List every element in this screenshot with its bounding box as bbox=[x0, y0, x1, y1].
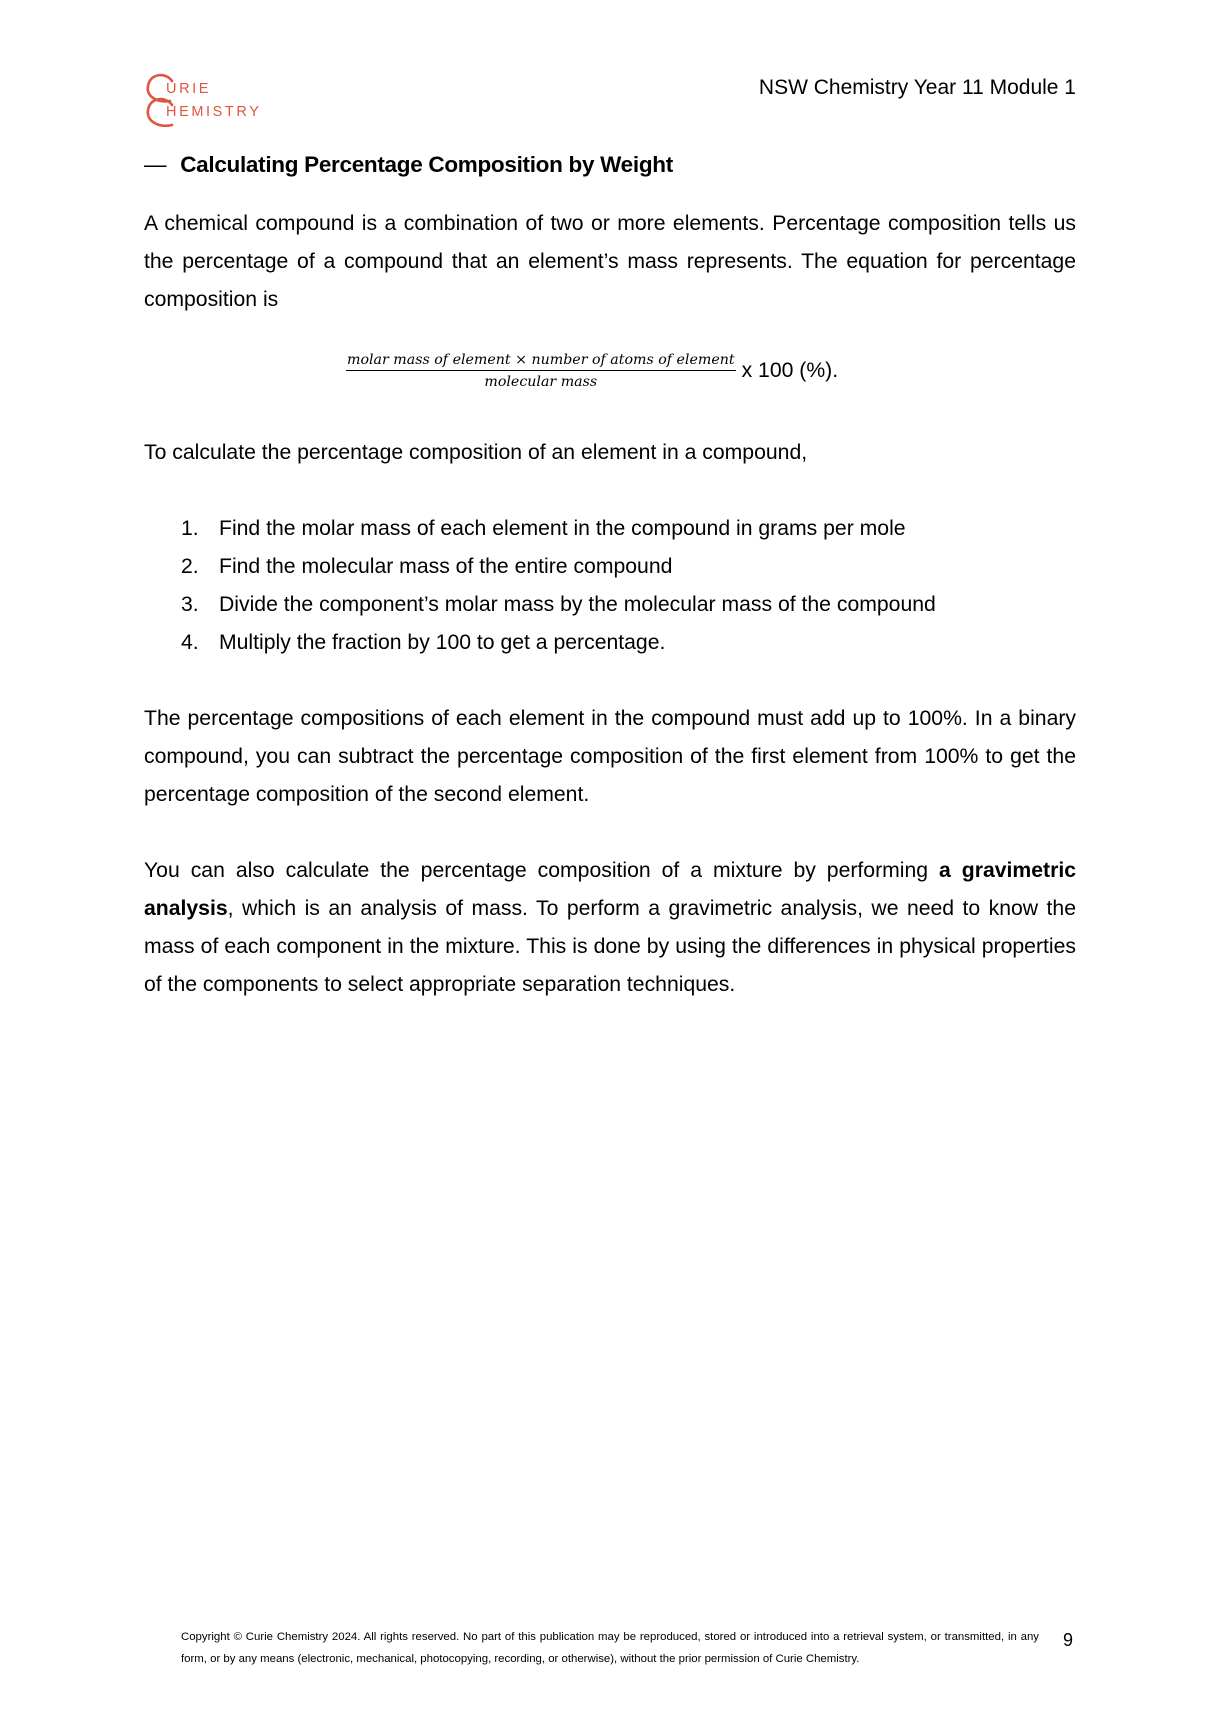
footer-copyright: Copyright © Curie Chemistry 2024. All rights reserved. No part of this publication may be reproduced, stored or introduced into a retrieval system, or transmitted, in any form, or by any means (electronic, mechanical, photocopying, recording, or otherwise), without the prior permission of Curie Chemistry. bbox=[181, 1631, 1039, 1665]
equation-numerator: molar mass of element × number of atoms of element bbox=[346, 352, 736, 371]
percentage-composition-equation bbox=[346, 352, 838, 390]
list-item bbox=[181, 548, 936, 586]
page-number: 9 bbox=[1063, 1630, 1074, 1650]
gravimetric-analysis-term: a gravimetric analysis bbox=[144, 859, 1076, 920]
gravimetric-text-after: , which is an analysis of mass. To perform a gravimetric analysis, we need to know the mass of each component in the mixture. This is done by using the differences in physical properties of the components to select appropriate separation techniques. bbox=[144, 897, 1076, 996]
step-text: Multiply the fraction by 100 to get a percentage. bbox=[219, 631, 666, 654]
steps-list bbox=[181, 510, 936, 662]
gravimetric-text-before: You can also calculate the percentage composition of a mixture by performing bbox=[144, 859, 940, 882]
step-number: 4. bbox=[181, 631, 199, 654]
step-number: 2. bbox=[181, 555, 199, 578]
logo-text-line2: HEMISTRY bbox=[166, 104, 262, 120]
step-number: 3. bbox=[181, 593, 199, 616]
curie-chemistry-logo-icon bbox=[144, 70, 180, 134]
list-item bbox=[181, 624, 936, 662]
step-text: Find the molecular mass of the entire compound bbox=[219, 555, 673, 578]
curie-chemistry-logo bbox=[144, 70, 294, 134]
step-text: Divide the component’s molar mass by the molecular mass of the compound bbox=[219, 593, 936, 616]
step-number: 1. bbox=[181, 517, 199, 540]
logo-text-line1: URIE bbox=[166, 81, 212, 97]
list-item bbox=[181, 586, 936, 624]
running-header-title: NSW Chemistry Year 11 Module 1 bbox=[758, 76, 1076, 99]
equation-suffix: x 100 (%). bbox=[741, 359, 839, 382]
section-heading-text: Calculating Percentage Composition by Weight bbox=[180, 152, 673, 177]
sum-rule-paragraph: The percentage compositions of each element in the compound must add up to 100%. In a binary compound, you can subtract the percentage composition of the first element from 100% to get the percentage composition of the second element. bbox=[144, 707, 1076, 806]
steps-intro-paragraph: To calculate the percentage composition of an element in a compound, bbox=[144, 441, 808, 464]
list-item bbox=[181, 510, 936, 548]
step-text: Find the molar mass of each element in the compound in grams per mole bbox=[219, 517, 906, 540]
section-heading bbox=[144, 152, 673, 178]
equation-fraction bbox=[346, 352, 736, 390]
gravimetric-paragraph bbox=[144, 852, 1076, 1004]
equation-denominator: molecular mass bbox=[484, 374, 598, 390]
intro-paragraph: A chemical compound is a combination of two or more elements. Percentage composition tells us the percentage of a compound that an element’s mass represents. The equation for percentage composition is bbox=[144, 212, 1076, 311]
heading-dash: — bbox=[144, 152, 167, 177]
